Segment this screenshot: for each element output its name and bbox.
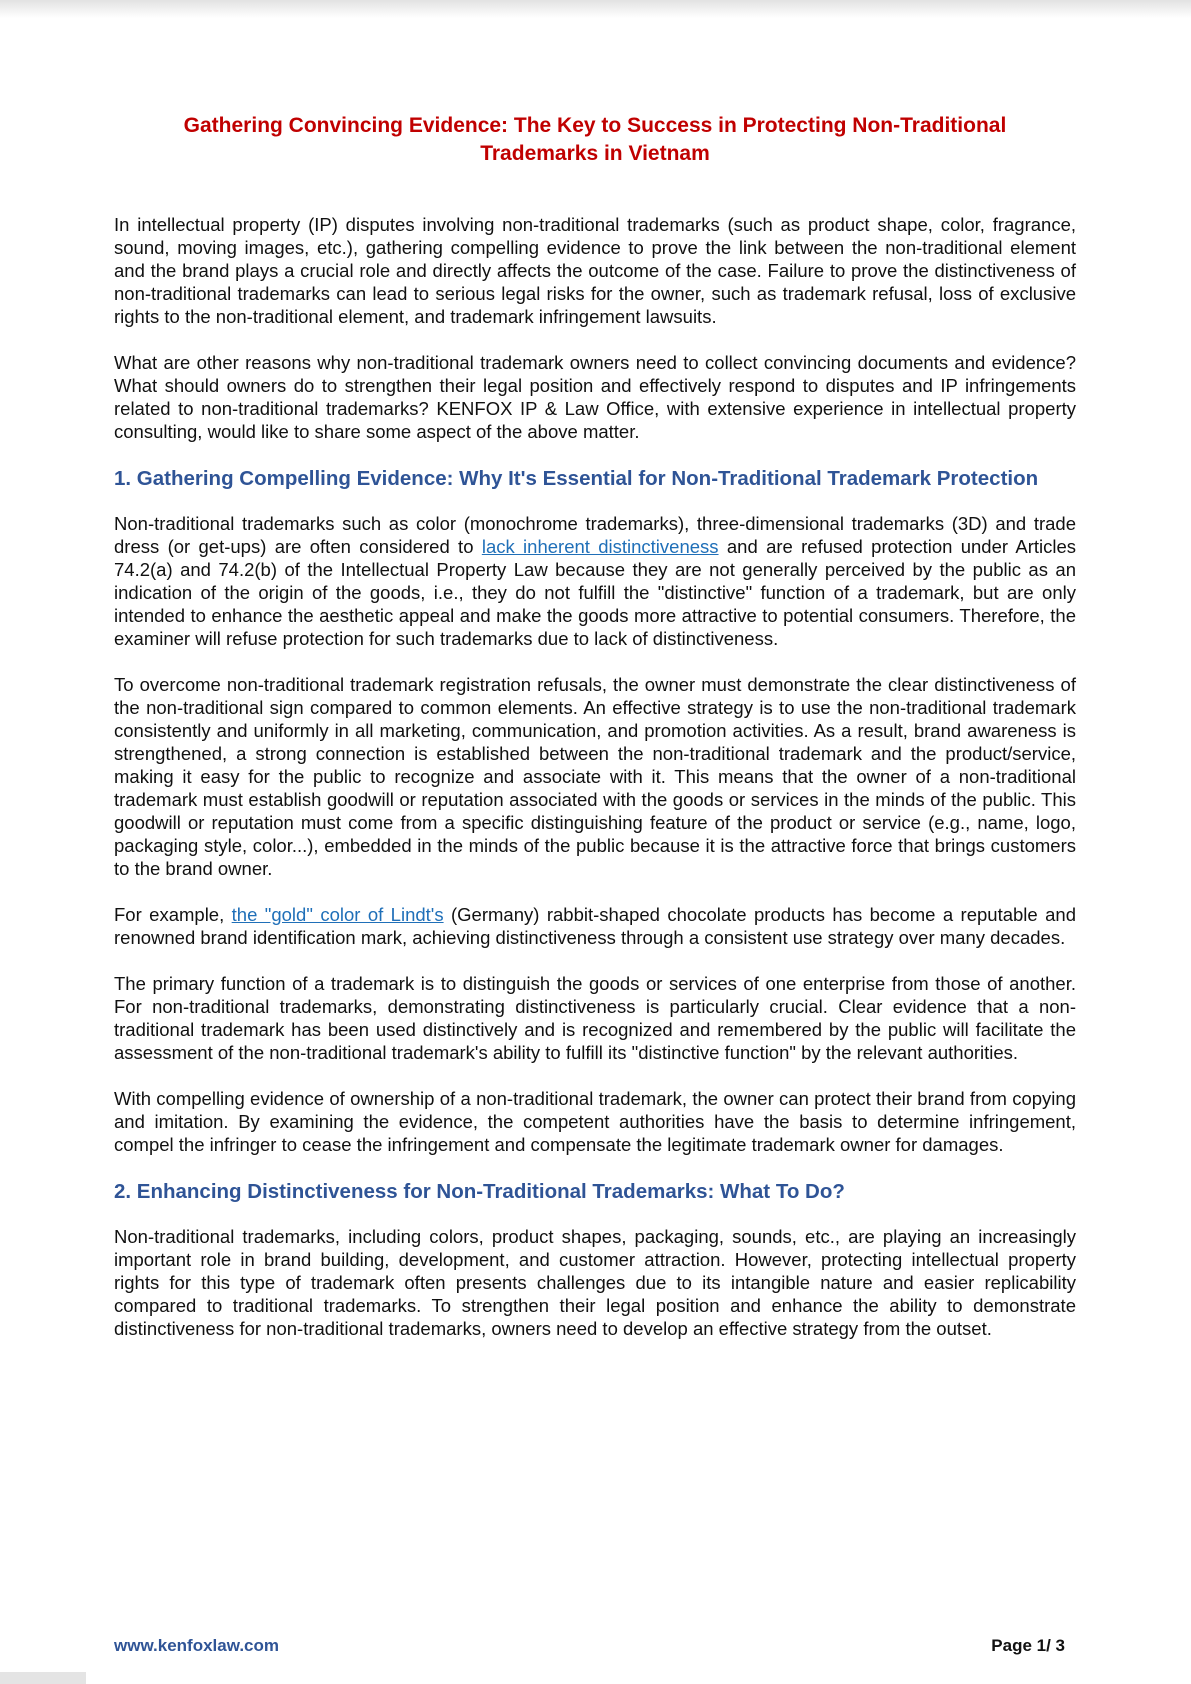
page-bottom-shadow: [0, 1672, 86, 1684]
footer-website-link[interactable]: www.kenfoxlaw.com: [114, 1636, 280, 1655]
section-1-heading: 1. Gathering Compelling Evidence: Why It's Essential for Non-Traditional Trademark Protection: [114, 467, 1039, 490]
paragraph-text: (Germany) rabbit-shaped chocolate products has become a reputable and renowned brand identification mark, achieving distinctiveness through a consistent use strategy over many decades.: [114, 904, 1076, 948]
section-1-paragraph-4: The primary function of a trademark is to distinguish the goods or services of one enterprise from those of another. For non-traditional trademarks, demonstrating distinctiveness is particularly crucial. Clear evidence that a non-traditional trademark has been used distinctively and is recognized and remembered by the public will facilitate the assessment of the non-traditional trademark's ability to fulfill its "distinctive function" by the relevant authorities.: [114, 973, 1076, 1063]
section-1-paragraph-1: [114, 512, 1076, 650]
intro-paragraph-2: What are other reasons why non-traditional trademark owners need to collect convincing documents and evidence? What should owners do to strengthen their legal position and effectively respond to disputes and IP infringements related to non-traditional trademarks? KENFOX IP & Law Office, with extensive experience in intellectual property consulting, would like to share some aspect of the above matter.: [114, 352, 1076, 442]
document-title: Gathering Convincing Evidence: The Key to Success in Protecting Non-Traditional Trademarks in Vietnam: [183, 114, 1007, 165]
lack-inherent-distinctiveness-link[interactable]: lack inherent distinctiveness: [481, 536, 719, 557]
section-1-paragraph-5: With compelling evidence of ownership of a non-traditional trademark, the owner can protect their brand from copying and imitation. By examining the evidence, the competent authorities have the basis to determine infringement, compel the infringer to cease the infringement and compensate the legitimate trademark owner for damages.: [114, 1088, 1076, 1155]
footer-page-number: Page 1/ 3: [991, 1636, 1065, 1655]
paragraph-text: For example,: [114, 904, 232, 925]
paragraph-text: and are refused protection under Articles 74.2(a) and 74.2(b) of the Intellectual Property Law because they are not generally perceived by the public as an indication of the origin of the goods, i.e., they do not fulfill the "distinctive" function of a trademark, but are only intended to enhance the aesthetic appeal and make the goods more attractive to potential consumers. Therefore, the examiner will refuse protection for such trademarks due to lack of distinctiveness.: [114, 536, 1077, 649]
section-2-heading: 2. Enhancing Distinctiveness for Non-Traditional Trademarks: What To Do?: [114, 1180, 845, 1203]
intro-paragraph-1: In intellectual property (IP) disputes involving non-traditional trademarks (such as product shape, color, fragrance, sound, moving images, etc.), gathering compelling evidence to prove the link between the non-traditional element and the brand plays a crucial role and directly affects the outcome of the case. Failure to prove the distinctiveness of non-traditional trademarks can lead to serious legal risks for the owner, such as trademark refusal, loss of exclusive rights to the non-traditional element, and trademark infringement lawsuits.: [114, 214, 1076, 327]
document-body: [114, 112, 1076, 1363]
section-1-paragraph-3: [114, 903, 1076, 949]
lindt-gold-color-link[interactable]: the "gold" color of Lindt's: [231, 904, 444, 925]
page-top-shadow: [0, 0, 1191, 18]
section-2-paragraph-1: Non-traditional trademarks, including colors, product shapes, packaging, sounds, etc., are playing an increasingly important role in brand building, development, and customer attraction. However, protecting intellectual property rights for this type of trademark often presents challenges due to its intangible nature and easier replicability compared to traditional trademarks. To strengthen their legal position and enhance the ability to demonstrate distinctiveness for non-traditional trademarks, owners need to develop an effective strategy from the outset.: [114, 1226, 1076, 1339]
section-1-paragraph-2: To overcome non-traditional trademark registration refusals, the owner must demonstrate the clear distinctiveness of the non-traditional sign compared to common elements. An effective strategy is to use the non-traditional trademark consistently and uniformly in all marketing, communication, and promotion activities. As a result, brand awareness is strengthened, a strong connection is established between the non-traditional trademark and the product/service, making it easy for the public to recognize and associate with it. This means that the owner of a non-traditional trademark must establish goodwill or reputation associated with the goods or services in the minds of the public. This goodwill or reputation must come from a specific distinguishing feature of the product or service (e.g., name, logo, packaging style, color...), embedded in the minds of the public because it is the attractive force that brings customers to the brand owner.: [114, 674, 1076, 879]
paragraph-text: Non-traditional trademarks such as color (monochrome trademarks), three-dimensional trademarks (3D) and trade dress (or get-ups) are often considered to: [114, 513, 1076, 557]
